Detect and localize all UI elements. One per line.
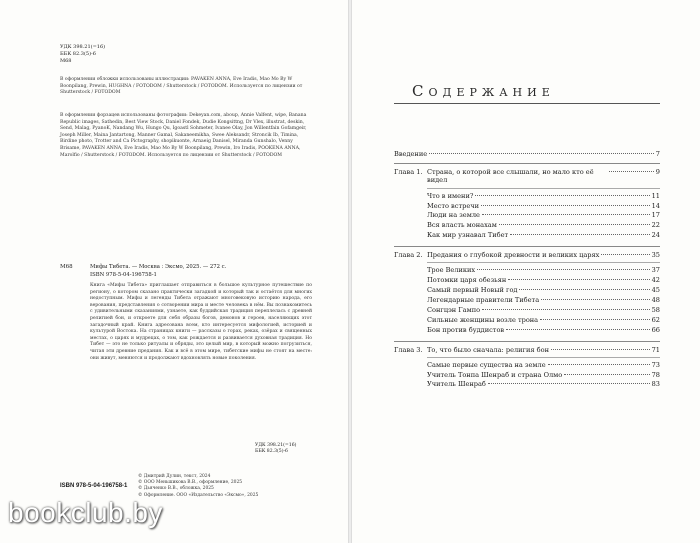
leader-dots bbox=[551, 349, 650, 350]
chapter-1 bbox=[394, 168, 660, 241]
leader-dots bbox=[477, 269, 649, 270]
toc-entry-label: Сильные женщины возле трона bbox=[427, 315, 539, 324]
chapter-number: Глава 3. bbox=[394, 345, 423, 354]
toc-entry bbox=[427, 361, 660, 369]
chapter-number: Глава 1. bbox=[394, 168, 423, 177]
toc-entry bbox=[427, 380, 660, 388]
leader-dots bbox=[508, 279, 649, 280]
copyright-block bbox=[138, 474, 328, 499]
toc-entry bbox=[427, 192, 660, 200]
udc-small-line: УДК 398.21(=16) bbox=[255, 443, 297, 448]
udc-small-block bbox=[255, 443, 296, 455]
toc-entry-page: 42 bbox=[651, 276, 660, 285]
chapter-2 bbox=[394, 251, 660, 335]
toc-entry bbox=[427, 286, 660, 294]
cover-credits: В оформлении обложки использованы иллюстрации: PAVAKEN ANNA, Eve Iradis, Mao Mo By W Boonpilang, Prewin, HUGHNA / FOTODOM / Shutterstock / FOTODOM. Используется по лицензии от Shutterstock / FOTODOM bbox=[60, 77, 303, 96]
chapter-number: Глава 2. bbox=[394, 251, 423, 260]
chapter-list bbox=[394, 163, 660, 390]
leader-dots bbox=[506, 329, 649, 330]
chapter-page: 9 bbox=[655, 168, 660, 177]
chapter-page: 35 bbox=[651, 251, 660, 260]
toc-entry-label: Что в имени? bbox=[427, 191, 474, 200]
chapter-body bbox=[427, 168, 660, 241]
book-code: М68 bbox=[60, 264, 73, 270]
udc-line: УДК 398.21(=16) bbox=[60, 44, 106, 50]
chapter-body bbox=[427, 251, 660, 335]
toc-entry-label: Трое Великих bbox=[427, 266, 476, 275]
toc-entry-label: Люди на земле bbox=[427, 211, 480, 220]
toc-entry-page: 62 bbox=[651, 315, 660, 324]
chapter-title-row bbox=[427, 346, 660, 354]
leader-dots bbox=[519, 289, 649, 290]
chapter-body bbox=[427, 346, 660, 391]
chapter-divider bbox=[394, 341, 660, 342]
leader-dots bbox=[541, 299, 649, 300]
author-sign-line: М68 bbox=[60, 58, 72, 64]
toc-entry bbox=[427, 306, 660, 314]
leader-dots bbox=[510, 234, 649, 235]
leader-dots bbox=[609, 171, 654, 172]
leader-dots bbox=[499, 224, 650, 225]
watermark-logo: bookclub.by bbox=[8, 497, 163, 528]
toc-entry-page: 17 bbox=[651, 211, 660, 220]
toc-entry-page: 24 bbox=[651, 231, 660, 240]
leader-dots bbox=[488, 383, 650, 384]
book-title-line: Мифы Тибета. — Москва : Эксмо, 2025. — 272 с. bbox=[90, 264, 227, 270]
annotation-text: Книга «Мифы Тибета» приглашает отправиться в большое культурное путешествие по региону, о котором сказано практически загадкой и который так и остаётся для многих недоступным. Мифы и легенды Тибета отражают многовековую историю народа, его верования, представления о сотворении мира и месте человека в нём. Вы познакомитесь с удивительными сказаниями, узнаете, как буддийская традиция переплелась с древней религией бон, и откроете для себя образы богов, демонов и героев, населяющих этот загадочный край. Книга адресована всем, кто интересуется мифологией, историей и культурой Востока. На страницах книги — рассказы о горах, реках, озёрах и священных местах, о царях и мудрецах, о том, как рождается и развивается духовная традиция. Но Тибет — это не только ритуалы и обряды, это целый мир, в который можно погрузиться, читая эти древние предания. Как и всё в этом мире, тибетские мифы не стоят на месте: они живут, меняются и продолжают вдохновлять новые поколения. bbox=[90, 283, 312, 361]
toc-entry bbox=[427, 202, 660, 210]
toc-entry-page: 45 bbox=[651, 286, 660, 295]
leader-dots bbox=[540, 319, 649, 320]
book-details bbox=[90, 264, 312, 362]
endpaper-credits: В оформлении форзацев использованы фотографии: Dekeyan.com, aboup, Annie Valfent, wipe, Banana Republic images, Sathedin, Best View Stock, Daniel Fondek, Dudie Kongsittng, Dr Vlex, illustrat, deskin, Send, Malag, PyanoK, Nandang Wu, Hungo Qu, Igoastl Sohmeter, Ivanee Olay, Jon Willentfain Gofamgeir, Joseph Miller, Maina Jantartong, Manner Gamal, Sakaneemikha, Swee Aleksandr, Stroncik Ib, Timina, Birdine photo, Trotter and Ca Pictography, shopikuonte, Arnaeig Danisel, Miranda Gunshalo, Venny Brisame, PAVAKEN ANNA, Eve Iradis, Mao Mo By W Boonpilang, Prewin, Iro Iradis, POOKENA ANNA, Marolfio / Shutterstock / FOTODOM. Используется по лицензии от Shutterstock / FOTODOM bbox=[60, 113, 307, 158]
toc-entry bbox=[427, 211, 660, 219]
left-page bbox=[0, 0, 348, 543]
copyright-line: © ООО Меньшикова В.В., оформление, 2025 bbox=[138, 480, 243, 486]
toc-entry-label: Учитель Шенраб bbox=[427, 380, 486, 389]
toc-entry-page: 37 bbox=[651, 266, 660, 275]
chapter-title: Предания о глубокой древности и великих царях bbox=[427, 251, 600, 260]
toc-entry-page: 11 bbox=[651, 191, 660, 200]
title-rule bbox=[394, 103, 660, 104]
toc-entry-label: Бон против буддистов bbox=[427, 325, 505, 334]
copyright-line: © Дмитрий Дулин, текст, 2024 bbox=[138, 474, 211, 479]
chapter-title-rule bbox=[427, 357, 660, 358]
copyright-line: © Оформление. ООО «Издательство «Эксмо», 2025 bbox=[138, 492, 259, 498]
toc-entry-page: 14 bbox=[651, 201, 660, 210]
toc-entry-label: Как мир узнавал Тибет bbox=[427, 231, 509, 240]
udc-block bbox=[60, 44, 312, 65]
chapter-title: Страна, о которой все слышали, но мало кто её видел bbox=[427, 168, 594, 185]
subsection-list bbox=[427, 361, 660, 389]
leader-dots bbox=[564, 374, 649, 375]
chapter-page: 71 bbox=[651, 345, 660, 354]
chapter-title-row bbox=[427, 251, 660, 259]
toc-entry-page: 83 bbox=[651, 380, 660, 389]
toc-entry-page: 58 bbox=[651, 305, 660, 314]
toc-entry-page: 48 bbox=[651, 295, 660, 304]
right-page bbox=[352, 0, 700, 543]
bbk-line: ББК 82.3(5)-6 bbox=[60, 51, 96, 57]
leader-dots bbox=[601, 254, 649, 255]
isbn-big: ISBN 978-5-04-196758-1 bbox=[60, 483, 128, 489]
toc-entry bbox=[427, 316, 660, 324]
toc-entry-page: 73 bbox=[651, 360, 660, 369]
toc-title: Содержание bbox=[412, 82, 555, 100]
toc-entry bbox=[427, 276, 660, 284]
chapter-title: То, что было сначала: религия бон bbox=[427, 345, 549, 354]
toc-entry-page: 22 bbox=[651, 221, 660, 230]
toc-entry-label: Самые первые существа на земле bbox=[427, 360, 546, 369]
subsection-list bbox=[427, 266, 660, 334]
toc-entry-page: 66 bbox=[651, 325, 660, 334]
toc-entry-label: Учитель Тонпа Шенраб и страна Олмо bbox=[427, 370, 563, 379]
toc-entry-label: Вся власть монахам bbox=[427, 221, 497, 230]
leader-dots bbox=[481, 205, 650, 206]
chapter-divider bbox=[394, 163, 660, 164]
toc-intro-page: 7 bbox=[655, 150, 660, 158]
chapter-3 bbox=[394, 346, 660, 391]
leader-dots bbox=[482, 214, 650, 215]
chapter-title-row bbox=[427, 168, 660, 184]
chapter-divider bbox=[394, 246, 660, 247]
leader-dots bbox=[475, 195, 649, 196]
isbn-small: ISBN 978-5-04-196758-1 bbox=[90, 271, 157, 278]
copyright-line: © Дьяченко В.В., обложка, 2025 bbox=[138, 486, 214, 492]
toc-entry-label: Сонгцэн Гампо bbox=[427, 305, 481, 314]
toc-entry-page: 78 bbox=[651, 370, 660, 379]
toc-entry-label: Самый первый Новый год bbox=[427, 286, 518, 295]
toc-entry bbox=[427, 371, 660, 379]
chapter-title-rule bbox=[427, 188, 660, 189]
toc-entry bbox=[427, 296, 660, 304]
leader-dots bbox=[429, 153, 654, 154]
toc-intro-row bbox=[394, 150, 660, 158]
toc-intro-label: Введение bbox=[394, 150, 428, 158]
toc-entry bbox=[427, 231, 660, 239]
leader-dots bbox=[548, 364, 650, 365]
leader-dots bbox=[482, 309, 650, 310]
table-of-contents bbox=[394, 150, 660, 390]
toc-entry bbox=[427, 326, 660, 334]
toc-entry-label: Потомки царя обезьян bbox=[427, 276, 507, 285]
toc-entry-label: Место встречи bbox=[427, 201, 479, 210]
subsection-list bbox=[427, 192, 660, 240]
toc-entry bbox=[427, 266, 660, 274]
toc-entry bbox=[427, 221, 660, 229]
toc-entry-label: Легендарные правители Тибета bbox=[427, 295, 540, 304]
bbk-small-line: ББК 82.3(5)-6 bbox=[255, 449, 288, 454]
chapter-title-rule bbox=[427, 262, 660, 263]
